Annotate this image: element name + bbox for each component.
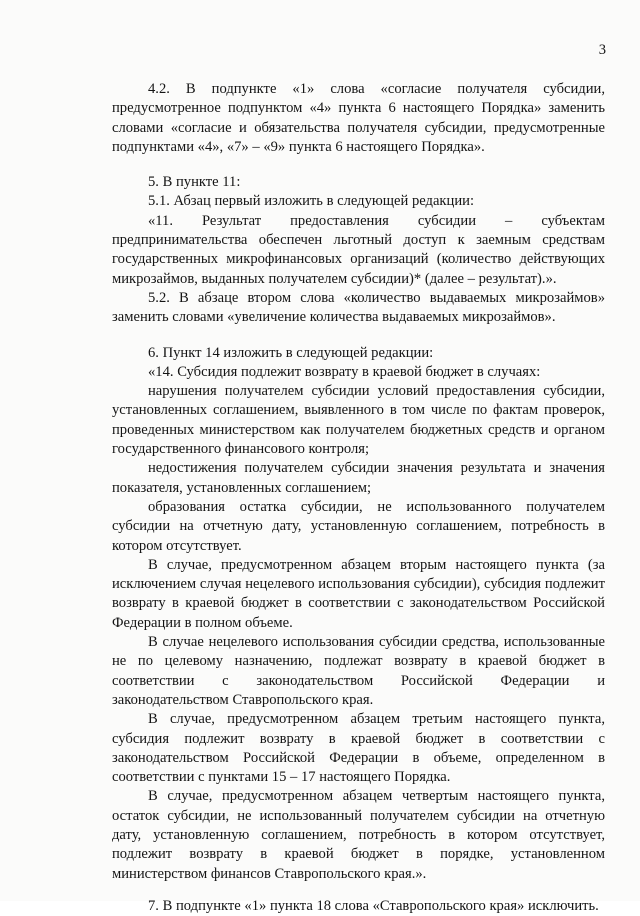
paragraph-14-fourth-case: В случае, предусмотренном абзацем четвертым настоящего пункта, остаток субсидии, не использованный получателем субсидии на отчетную дату, установленную соглашением, потребность в котором отсутствует, подлежит возврату в краевой бюджет в порядке, установленном министерством финансов Ставропольского края.». [112,788,605,882]
paragraph-14-case-result: недостижения получателем субсидии значения результата и значения показателя, установленных соглашением; [112,460,605,496]
paragraph-6-heading: 6. Пункт 14 изложить в следующей редакции: [148,344,434,361]
paragraph-spacer [112,328,605,344]
paragraph-14-second-case: В случае, предусмотренном абзацем вторым настоящего пункта (за исключением случая нецелевого использования субсидии), субсидия подлежит возврату в краевой бюджет в соответствии с законодательством Российской Федерации в полном объеме. [112,556,605,631]
paragraph-5-1: 5.1. Абзац первый изложить в следующей редакции: [148,193,475,210]
paragraph-14-misuse: В случае нецелевого использования субсидии средства, использованные не по целевому назначению, подлежат возврату в краевой бюджет в соответствии с законодательством Российской Федерации и законодательством Ставропольского края. [112,634,605,708]
paragraph-14-intro: «14. Субсидия подлежит возврату в краевой бюджет в случаях: [148,363,541,380]
paragraph-spacer [112,157,605,173]
paragraph-4-2: 4.2. В подпункте «1» слова «согласие получателя субсидии, предусмотренное подпунктом «4» пункта 6 настоящего Порядка» заменить словами «согласие и обязательства получателя субсидии, предусмотренные подпунктами «4», «7» – «9» пункта 6 настоящего Порядка». [112,81,605,155]
paragraph-5-1-text: «11. Результат предоставления субсидии – субъектам предпринимательства обеспечен льготный доступ к заемным средствам государственных микрофинансовых организаций (количество действующих микрозаймов, выданных получателем субсидии)* (далее – результат).». [112,212,605,287]
paragraph-spacer [112,884,605,897]
document-body [112,80,605,916]
paragraph-14-third-case: В случае, предусмотренном абзацем третьим настоящего пункта, субсидия подлежит возврату в краевой бюджет в соответствии с законодательством Российской Федерации в объеме, определенном в соответствии с пунктами 15 – 17 настоящего Порядка. [112,711,605,786]
paragraph-7: 7. В подпункте «1» пункта 18 слова «Ставропольского края» исключить. [148,897,599,914]
paragraph-5-heading: 5. В пункте 11: [148,174,241,191]
paragraph-14-case-violation: нарушения получателем субсидии условий предоставления субсидии, установленных соглашением, выявленного в том числе по фактам проверок, проведенных министерством как получателем бюджетных средств и органом государственного финансового контроля; [112,383,605,458]
paragraph-14-case-remainder: образования остатка субсидии, не использованного получателем субсидии на отчетную дату, установленную соглашением, потребность в котором отсутствует. [112,498,605,554]
paragraph-5-2: 5.2. В абзаце втором слова «количество выдаваемых микрозаймов» заменить словами «увеличение количества выдаваемых микрозаймов». [112,289,605,326]
page-number: 3 [598,42,606,58]
